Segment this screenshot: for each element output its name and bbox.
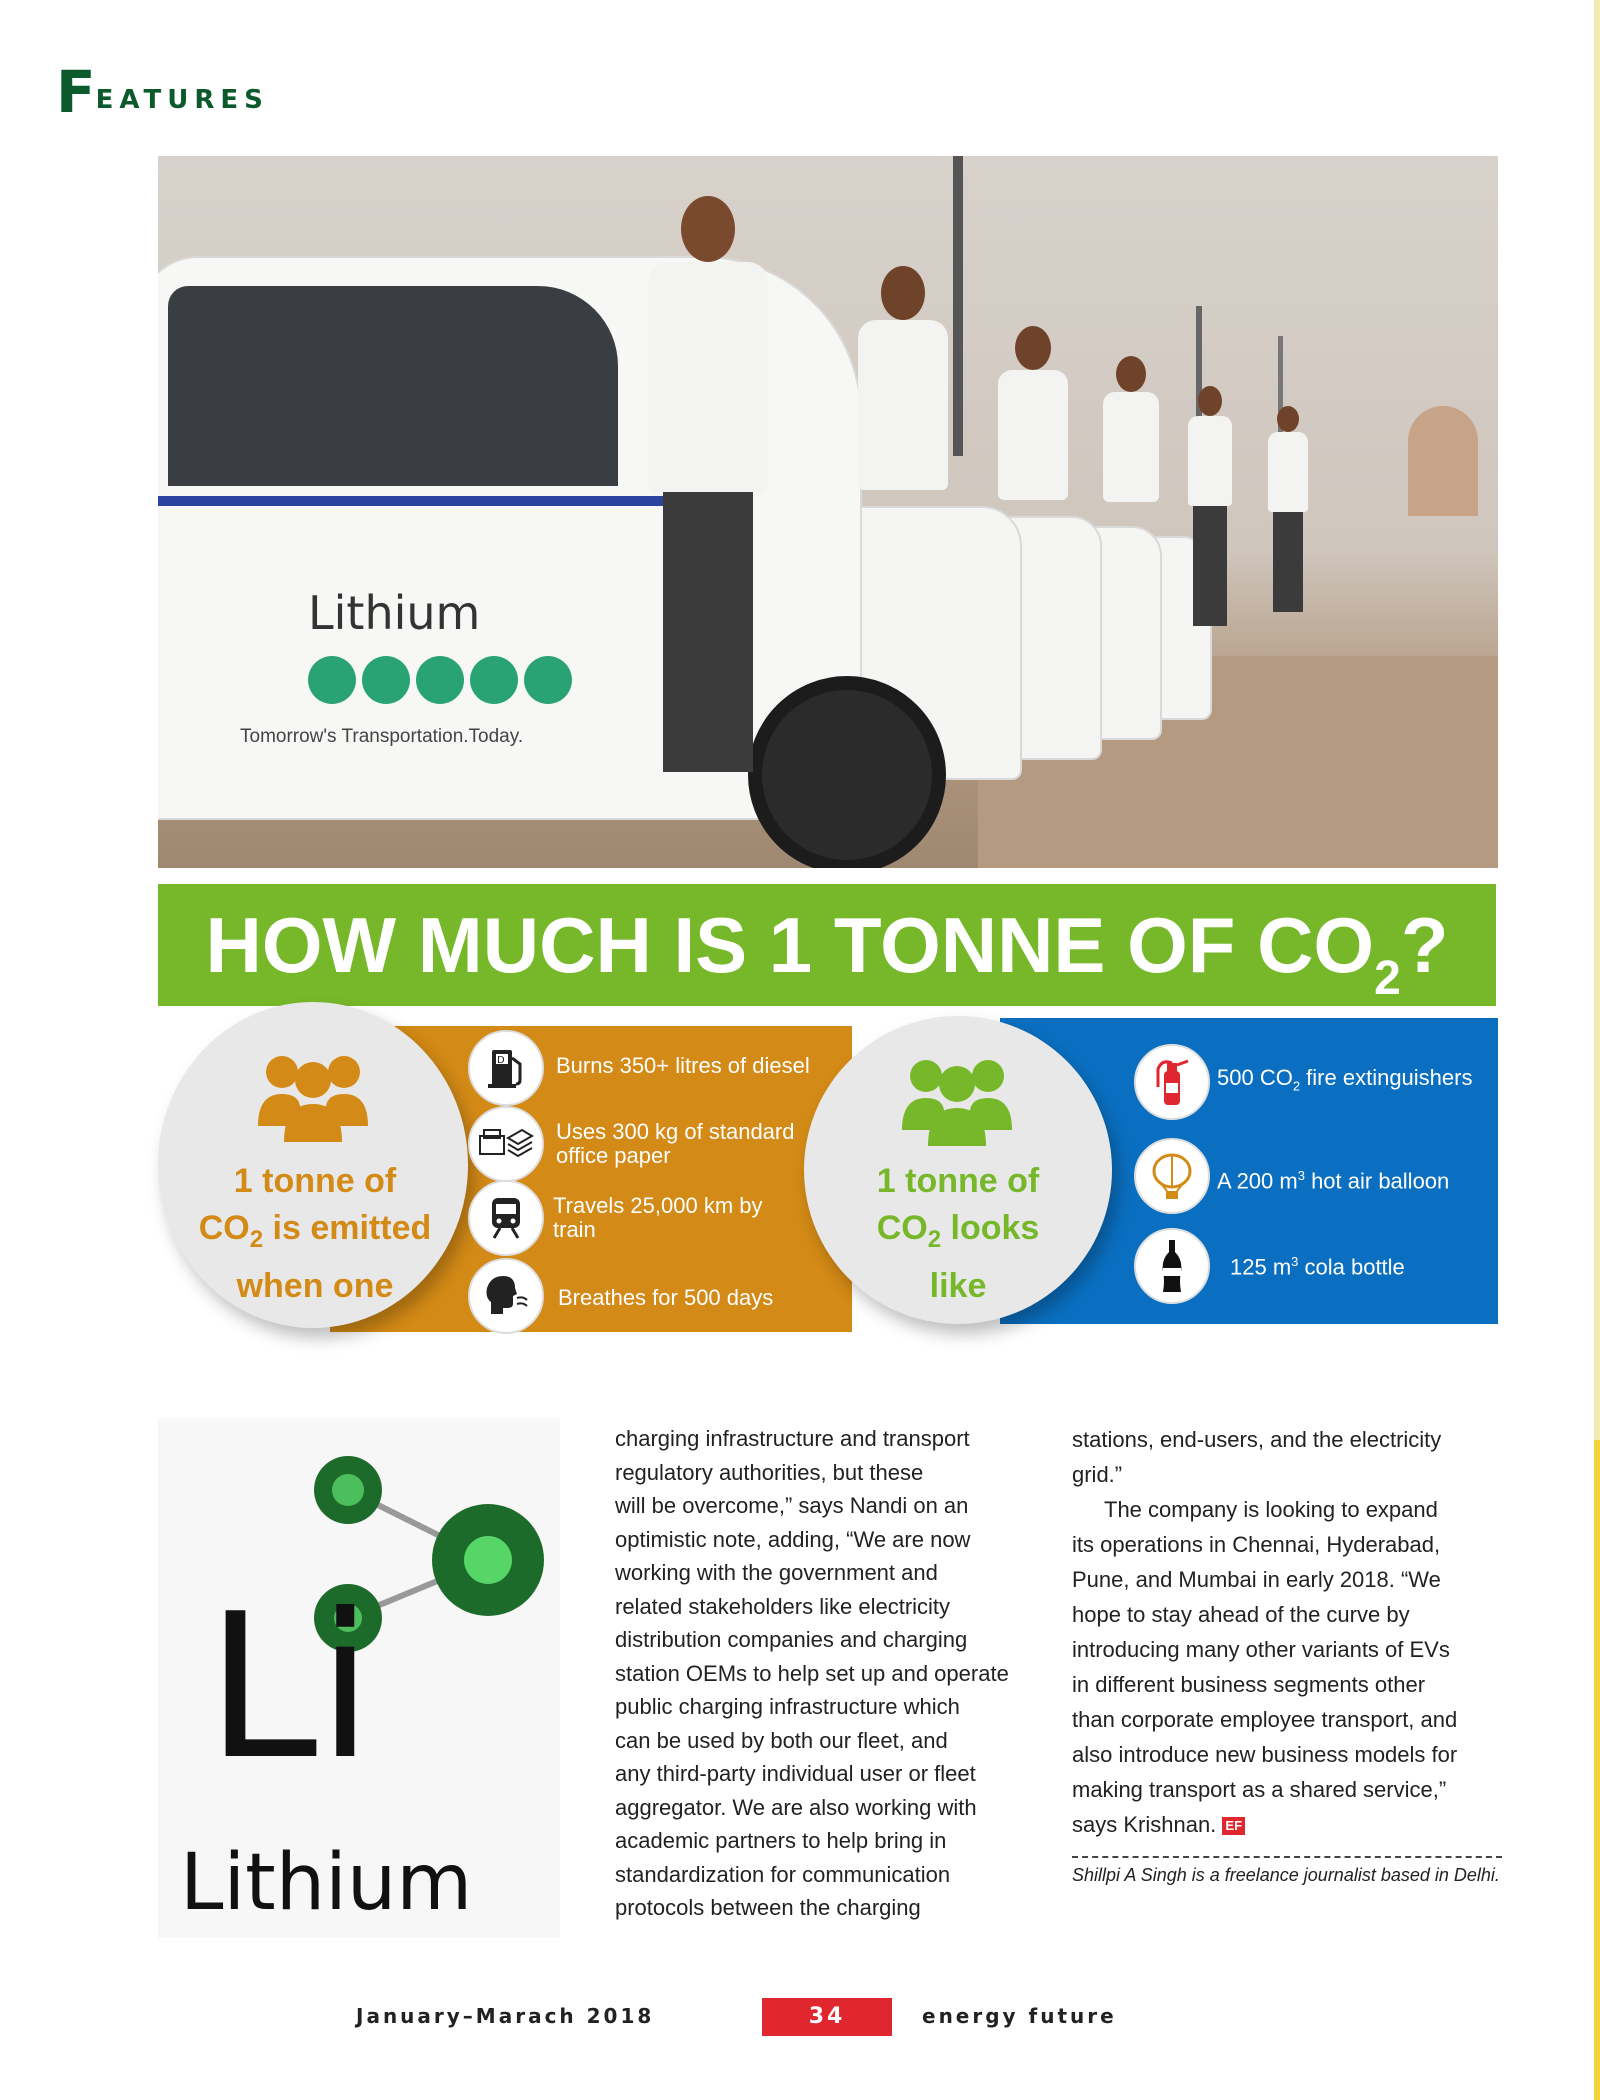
- driver: [1188, 386, 1232, 626]
- text-line: making transport as a shared service,”: [1072, 1777, 1447, 1802]
- text-line: than corporate employee transport, and: [1072, 1707, 1458, 1732]
- section-header: [56, 58, 269, 126]
- emitted-line-2: $CO_2$ is emitted: [198, 1209, 432, 1253]
- emitted-caption: [170, 1158, 460, 1310]
- emitted-item-text: Uses 300 kg of standard office paper: [556, 1119, 795, 1168]
- text-line: regulatory authorities, but these: [615, 1459, 924, 1485]
- lamp-post: [953, 156, 963, 456]
- text-line: station OEMs to help set up and operate: [615, 1660, 1009, 1686]
- article-column-1: [615, 1422, 1035, 1925]
- car-brand-text: Lithium: [308, 586, 481, 640]
- breathing-head-icon: [468, 1258, 544, 1334]
- article-column-2: [1072, 1422, 1502, 1888]
- hot-air-balloon-icon: [1134, 1138, 1210, 1214]
- text-line: hope to stay ahead of the curve by: [1072, 1602, 1410, 1627]
- driver: [648, 196, 768, 776]
- people-icon: [254, 1050, 372, 1147]
- text-line: public charging infrastructure which: [615, 1694, 960, 1719]
- text-line: any third-party individual user or fleet: [615, 1761, 976, 1786]
- cola-bottle-icon: [1134, 1228, 1210, 1304]
- section-label: EATURES: [95, 85, 269, 115]
- infographic-title: [158, 884, 1496, 1006]
- text-line: stations, end-users, and the electricity: [1072, 1427, 1442, 1452]
- emitted-line-3: when one: [236, 1266, 394, 1305]
- car-stripe: [158, 496, 718, 506]
- title-text: HOW MUCH IS 1 TONNE OF CO: [205, 901, 1375, 989]
- car-icon-row: [308, 656, 572, 704]
- title-subscript: 2: [1374, 952, 1401, 1005]
- text-line: academic partners to help bring in: [615, 1828, 947, 1853]
- looks-like-line-3: like: [929, 1266, 987, 1305]
- car-tagline: Tomorrow's Transportation.Today.: [240, 726, 524, 747]
- title-question-mark: ?: [1400, 901, 1449, 989]
- text-line: Pune, and Mumbai in early 2018. “We: [1072, 1567, 1441, 1592]
- text-line: The company is looking to expand: [1104, 1497, 1438, 1522]
- looks-like-line-1: 1 tonne of: [876, 1162, 1040, 1200]
- text-line: its operations in Chennai, Hyderabad,: [1072, 1532, 1441, 1557]
- page-number: 34: [762, 1998, 892, 2036]
- footer-magazine: energy future: [922, 2004, 1117, 2028]
- text-line: also introduce new business models for: [1072, 1742, 1458, 1767]
- text-line: in different business segments other: [1072, 1672, 1426, 1697]
- svg-text:D: D: [497, 1055, 505, 1066]
- text-line: standardization for communication: [615, 1861, 951, 1887]
- text-line: charging infrastructure and transport: [615, 1426, 970, 1451]
- emitted-item-text: Burns 350+ litres of diesel: [556, 1053, 810, 1078]
- emitted-item-text: Breathes for 500 days: [558, 1285, 774, 1310]
- text-line: optimistic note, adding, “We are now: [615, 1526, 971, 1552]
- element-symbol: Li: [206, 1571, 373, 1804]
- people-icon: [898, 1054, 1016, 1151]
- text-line: protocols between the charging: [615, 1895, 921, 1920]
- looks-like-item-text: 125 $m^3$ cola bottle: [1230, 1254, 1405, 1280]
- text-line: introducing many other variants of EVs: [1072, 1637, 1450, 1662]
- train-icon: [468, 1180, 544, 1256]
- dome-building: [1408, 406, 1478, 516]
- text-line: grid.”: [1072, 1462, 1123, 1487]
- fire-extinguisher-icon: [1134, 1044, 1210, 1120]
- footer-issue: January–Marach 2018: [356, 2004, 655, 2028]
- fuel-pump-icon: [468, 1030, 544, 1106]
- end-mark-icon: EF: [1222, 1817, 1245, 1835]
- page-edge-accent: [1594, 1440, 1600, 2100]
- looks-like-line-2: $CO_2$ looks: [876, 1209, 1040, 1253]
- paper-stack-icon: [468, 1106, 544, 1182]
- text-line: working with the government and: [615, 1560, 938, 1585]
- text-line: distribution companies and charging: [615, 1627, 968, 1652]
- looks-like-caption: [818, 1158, 1098, 1310]
- hero-photo: [158, 156, 1498, 868]
- text-line: will be overcome,” says Nandi on an: [615, 1493, 969, 1518]
- element-name: Lithium: [180, 1838, 473, 1928]
- car-window: [168, 286, 618, 486]
- text-line: can be used by both our fleet, and: [615, 1727, 948, 1753]
- text-line: aggregator. We are also working with: [615, 1794, 977, 1820]
- text-line: says Krishnan. EF: [1072, 1807, 1502, 1842]
- driver: [998, 326, 1068, 626]
- driver: [1103, 356, 1159, 616]
- emitted-item-text: Travels 25,000 km by train: [553, 1193, 763, 1242]
- emitted-line-1: 1 tonne of: [233, 1162, 397, 1200]
- driver: [1268, 406, 1308, 616]
- lithium-logo: [158, 1418, 560, 1938]
- driver: [858, 266, 948, 706]
- looks-like-item-text: 500 $CO_2$ fire extinguishers: [1217, 1065, 1473, 1094]
- looks-like-item-text: A 200 $m^3$ hot air balloon: [1217, 1168, 1450, 1194]
- section-initial: F: [56, 58, 96, 126]
- text-line: related stakeholders like electricity: [615, 1593, 951, 1619]
- author-bio: Shillpi A Singh is a freelance journalist based in Delhi.: [1072, 1856, 1502, 1888]
